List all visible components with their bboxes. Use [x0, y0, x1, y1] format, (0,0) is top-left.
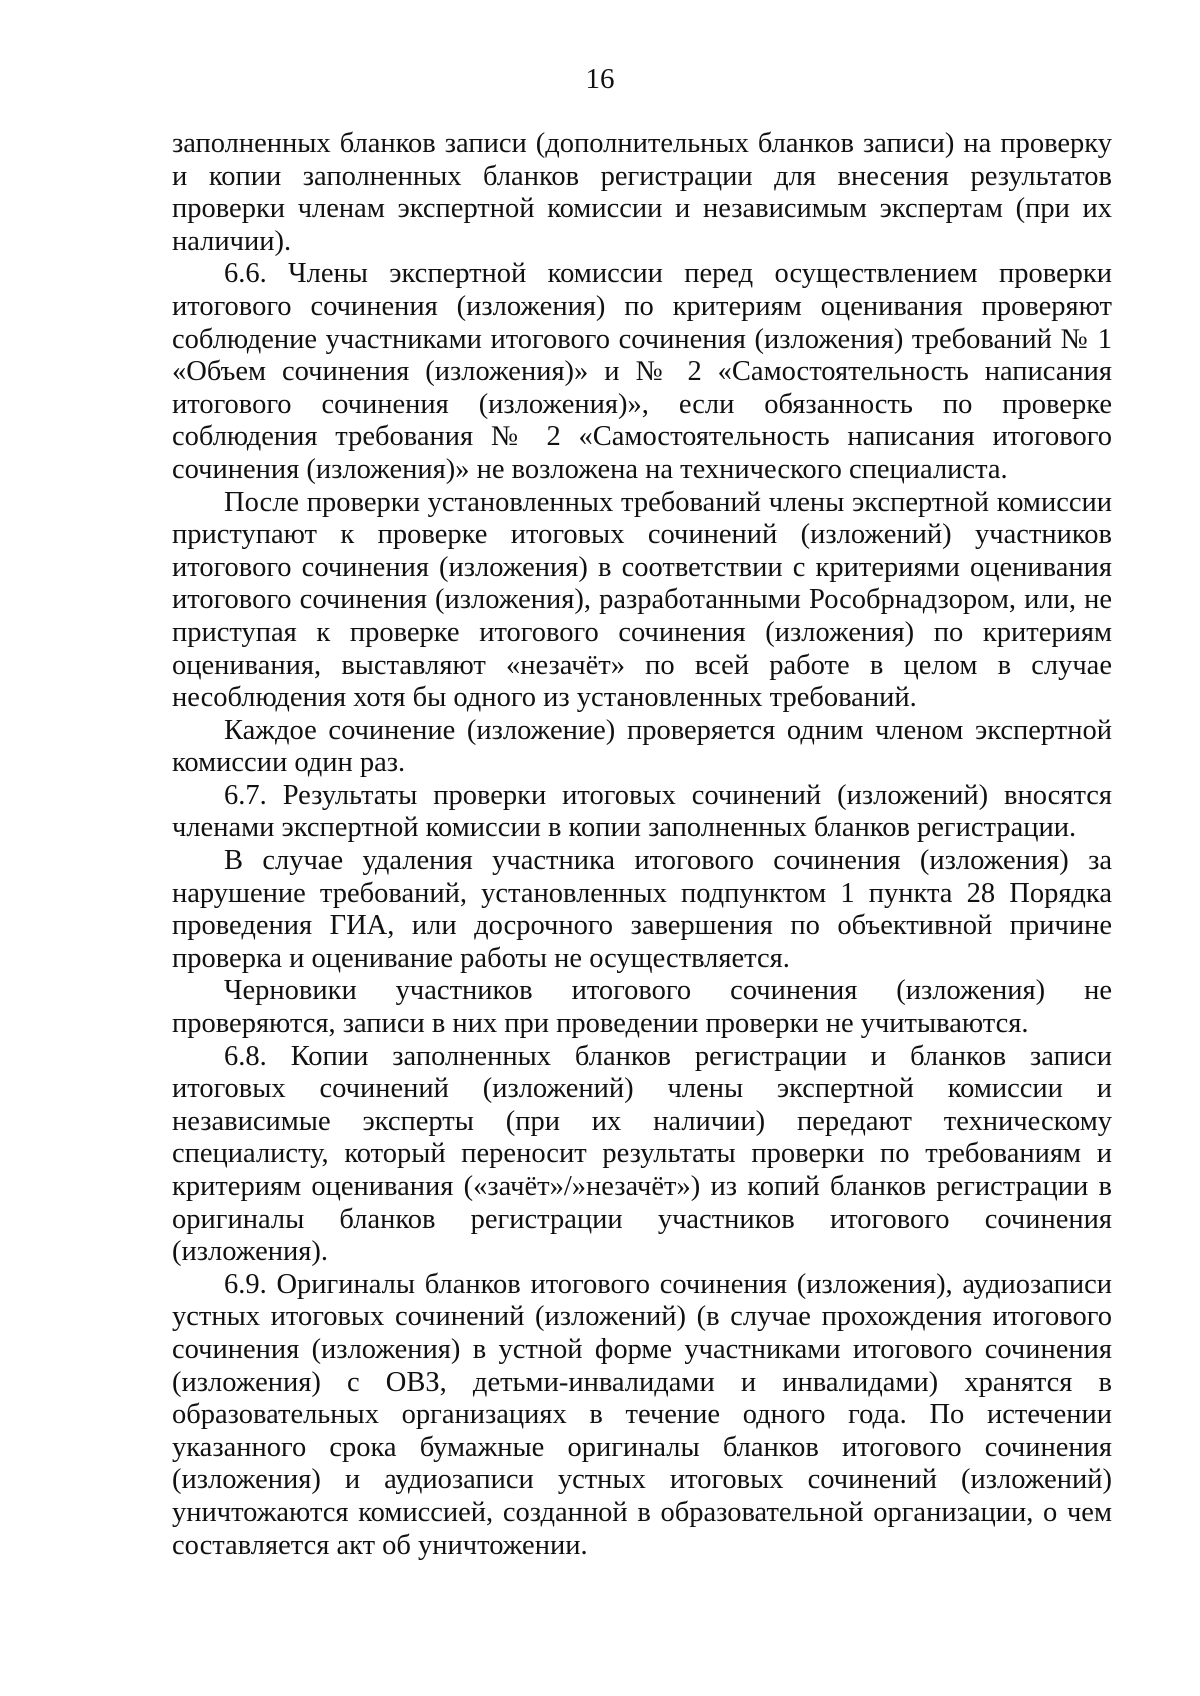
clause-number: 6.8.: [224, 1040, 291, 1072]
paragraph-text: В случае удаления участника итогового сочинения (изложения) за нарушение требований, установленных подпунктом 1 пункта 28 Порядка проведения ГИА, или досрочного завершения по объективной причине проверка и оценивание работы не осуществляется.: [172, 845, 1112, 974]
paragraph: [172, 975, 1112, 1040]
paragraph-6-9: [172, 1269, 1112, 1562]
paragraph-6-7: [172, 780, 1112, 845]
paragraph: [172, 715, 1112, 780]
paragraph-text: Результаты проверки итоговых сочинений (изложений) вносятся членами экспертной комиссии в копии заполненных бланков регистрации.: [172, 779, 1113, 844]
document-body: [172, 128, 1112, 1562]
paragraph: [172, 128, 1112, 258]
paragraph-text: Члены экспертной комиссии перед осуществлением проверки итогового сочинения (изложения) по критериям оценивания проверяют соблюдение участниками итогового сочинения (изложения) требований № 1 «Объем сочинения (изложения)» и № 2 «Самостоятельность написания итогового сочинения (изложения)», если обязанность по проверке соблюдения требования № 2 «Самостоятельность написания итогового сочинения (изложения)» не возложена на технического специалиста.: [172, 258, 1112, 485]
paragraph-6-6: [172, 258, 1112, 486]
clause-number: 6.7.: [224, 779, 283, 811]
paragraph: [172, 487, 1112, 715]
clause-number: 6.9.: [224, 1268, 277, 1300]
clause-number: 6.6.: [224, 258, 289, 290]
paragraph: [172, 845, 1112, 975]
paragraph-text: Оригиналы бланков итогового сочинения (изложения), аудиозаписи устных итоговых сочинений (изложений) (в случае прохождения итогового сочинения (изложения) в устной форме участниками итогового сочинения (изложения) с ОВЗ, детьми-инвалидами и инвалидами) хранятся в образовательных организациях в течение одного года. По истечении указанного срока бумажные оригиналы бланков итогового сочинения (изложения) и аудиозаписи устных итоговых сочинений (изложений) уничтожаются комиссией, созданной в образовательной организации, о чем составляется акт об уничтожении.: [172, 1268, 1112, 1561]
paragraph-6-8: [172, 1041, 1112, 1269]
paragraph-text: Копии заполненных бланков регистрации и бланков записи итоговых сочинений (изложений) члены экспертной комиссии и независимые эксперты (при их наличии) передают техническому специалисту, который переносит результаты проверки по требованиям и критериям оценивания («зачёт»/»незачёт») из копий бланков регистрации в оригиналы бланков регистрации участников итогового сочинения (изложения).: [172, 1040, 1112, 1268]
page-number: 16: [585, 63, 615, 95]
paragraph-text: заполненных бланков записи (дополнительных бланков записи) на проверку и копии заполненных бланков регистрации для внесения результатов проверки членам экспертной комиссии и независимым экспертам (при их наличии).: [172, 128, 1112, 257]
paragraph-text: После проверки установленных требований члены экспертной комиссии приступают к проверке итоговых сочинений (изложений) участников итогового сочинения (изложения) в соответствии с критериями оценивания итогового сочинения (изложения), разработанными Рособрнадзором, или, не приступая к проверке итогового сочинения (изложения) по критериям оценивания, выставляют «незачёт» по всей работе в целом в случае несоблюдения хотя бы одного из установленных требований.: [172, 486, 1112, 714]
paragraph-text: Каждое сочинение (изложение) проверяется одним членом экспертной комиссии один раз.: [172, 714, 1112, 779]
paragraph-text: Черновики участников итогового сочинения (изложения) не проверяются, записи в них при проведении проверки не учитываются.: [172, 975, 1112, 1040]
